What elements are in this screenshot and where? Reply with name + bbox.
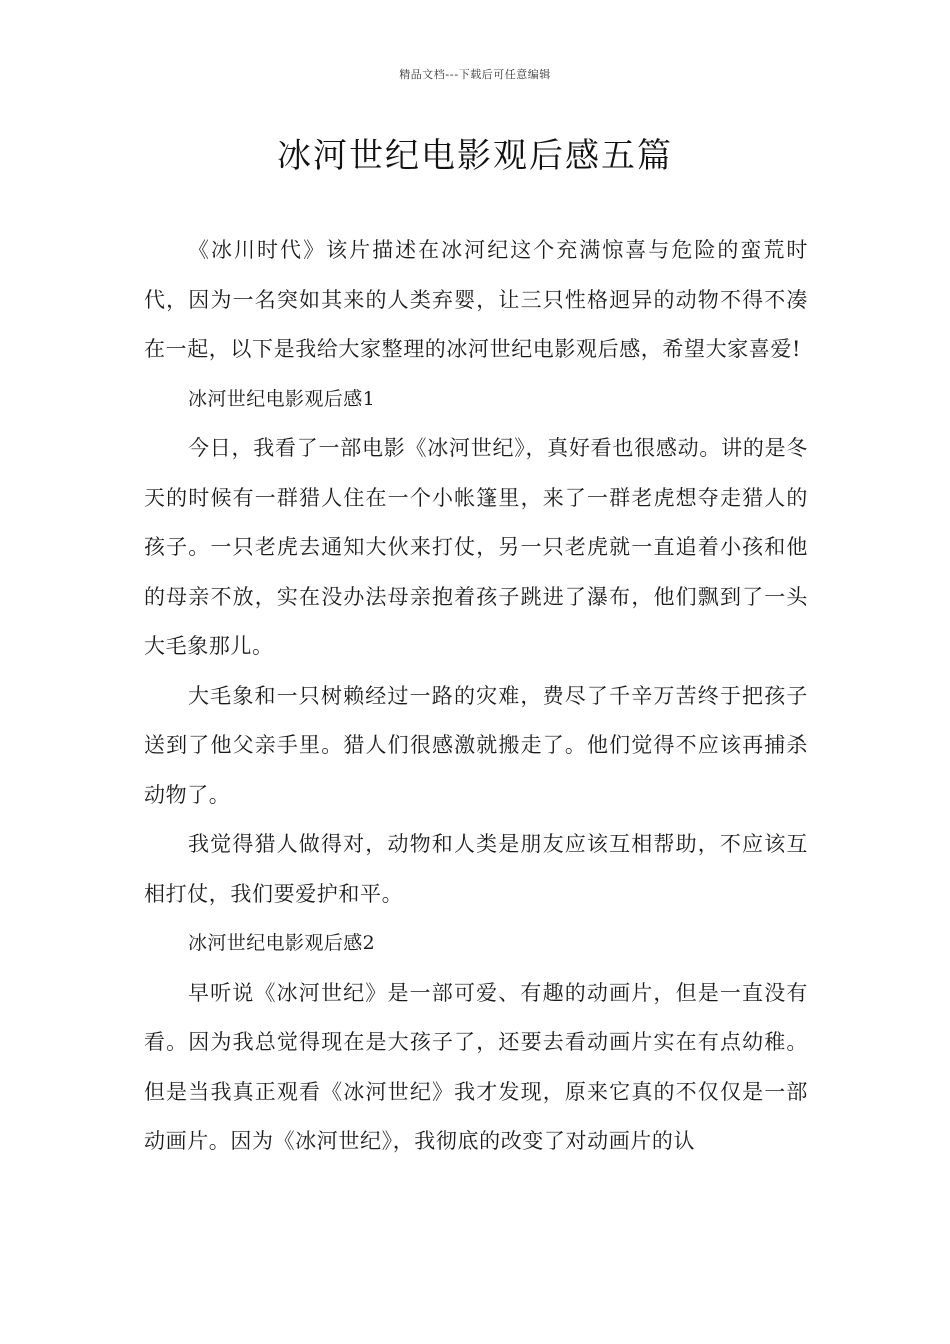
document-body [144, 226, 808, 1167]
section-heading-2: 冰河世纪电影观后感2 [188, 932, 376, 954]
section-heading-1: 冰河世纪电影观后感1 [188, 387, 376, 410]
body-paragraph: 早听说《冰河世纪》是一部可爱、有趣的动画片，但是一直没有看。因为我总觉得现在是大孩子了，还要去看动画片实在有点幼稚。但是当我真正观看《冰河世纪》我才发现，原来它真的不仅仅是一部动画片。因为《冰河世纪》，我彻底的改变了对动画片的认 [144, 980, 808, 1153]
body-paragraph: 今日，我看了一部电影《冰河世纪》，真好看也很感动。讲的是冬天的时候有一群猎人住在一个小帐篷里，来了一群老虎想夺走猎人的孩子。一只老虎去通知大伙来打仗，另一只老虎就一直追着小孩和他的母亲不放，实在没办法母亲抱着孩子跳进了瀑布，他们飘到了一头大毛象那儿。 [144, 436, 808, 658]
body-paragraph: 大毛象和一只树赖经过一路的灾难，费尽了千辛万苦终于把孩子送到了他父亲手里。猎人们很感激就搬走了。他们觉得不应该再捕杀动物了。 [144, 683, 808, 807]
body-paragraph: 我觉得猎人做得对，动物和人类是朋友应该互相帮助，不应该互相打仗，我们要爱护和平。 [144, 832, 808, 906]
page-header-note: 精品文档---下载后可任意编辑 [399, 68, 551, 81]
document-title: 冰河世纪电影观后感五篇 [277, 136, 673, 176]
intro-paragraph: 《冰川时代》该片描述在冰河纪这个充满惊喜与危险的蛮荒时代，因为一名突如其来的人类弃婴，让三只性格迥异的动物不得不凑在一起，以下是我给大家整理的冰河世纪电影观后感，希望大家喜爱! [144, 238, 808, 361]
